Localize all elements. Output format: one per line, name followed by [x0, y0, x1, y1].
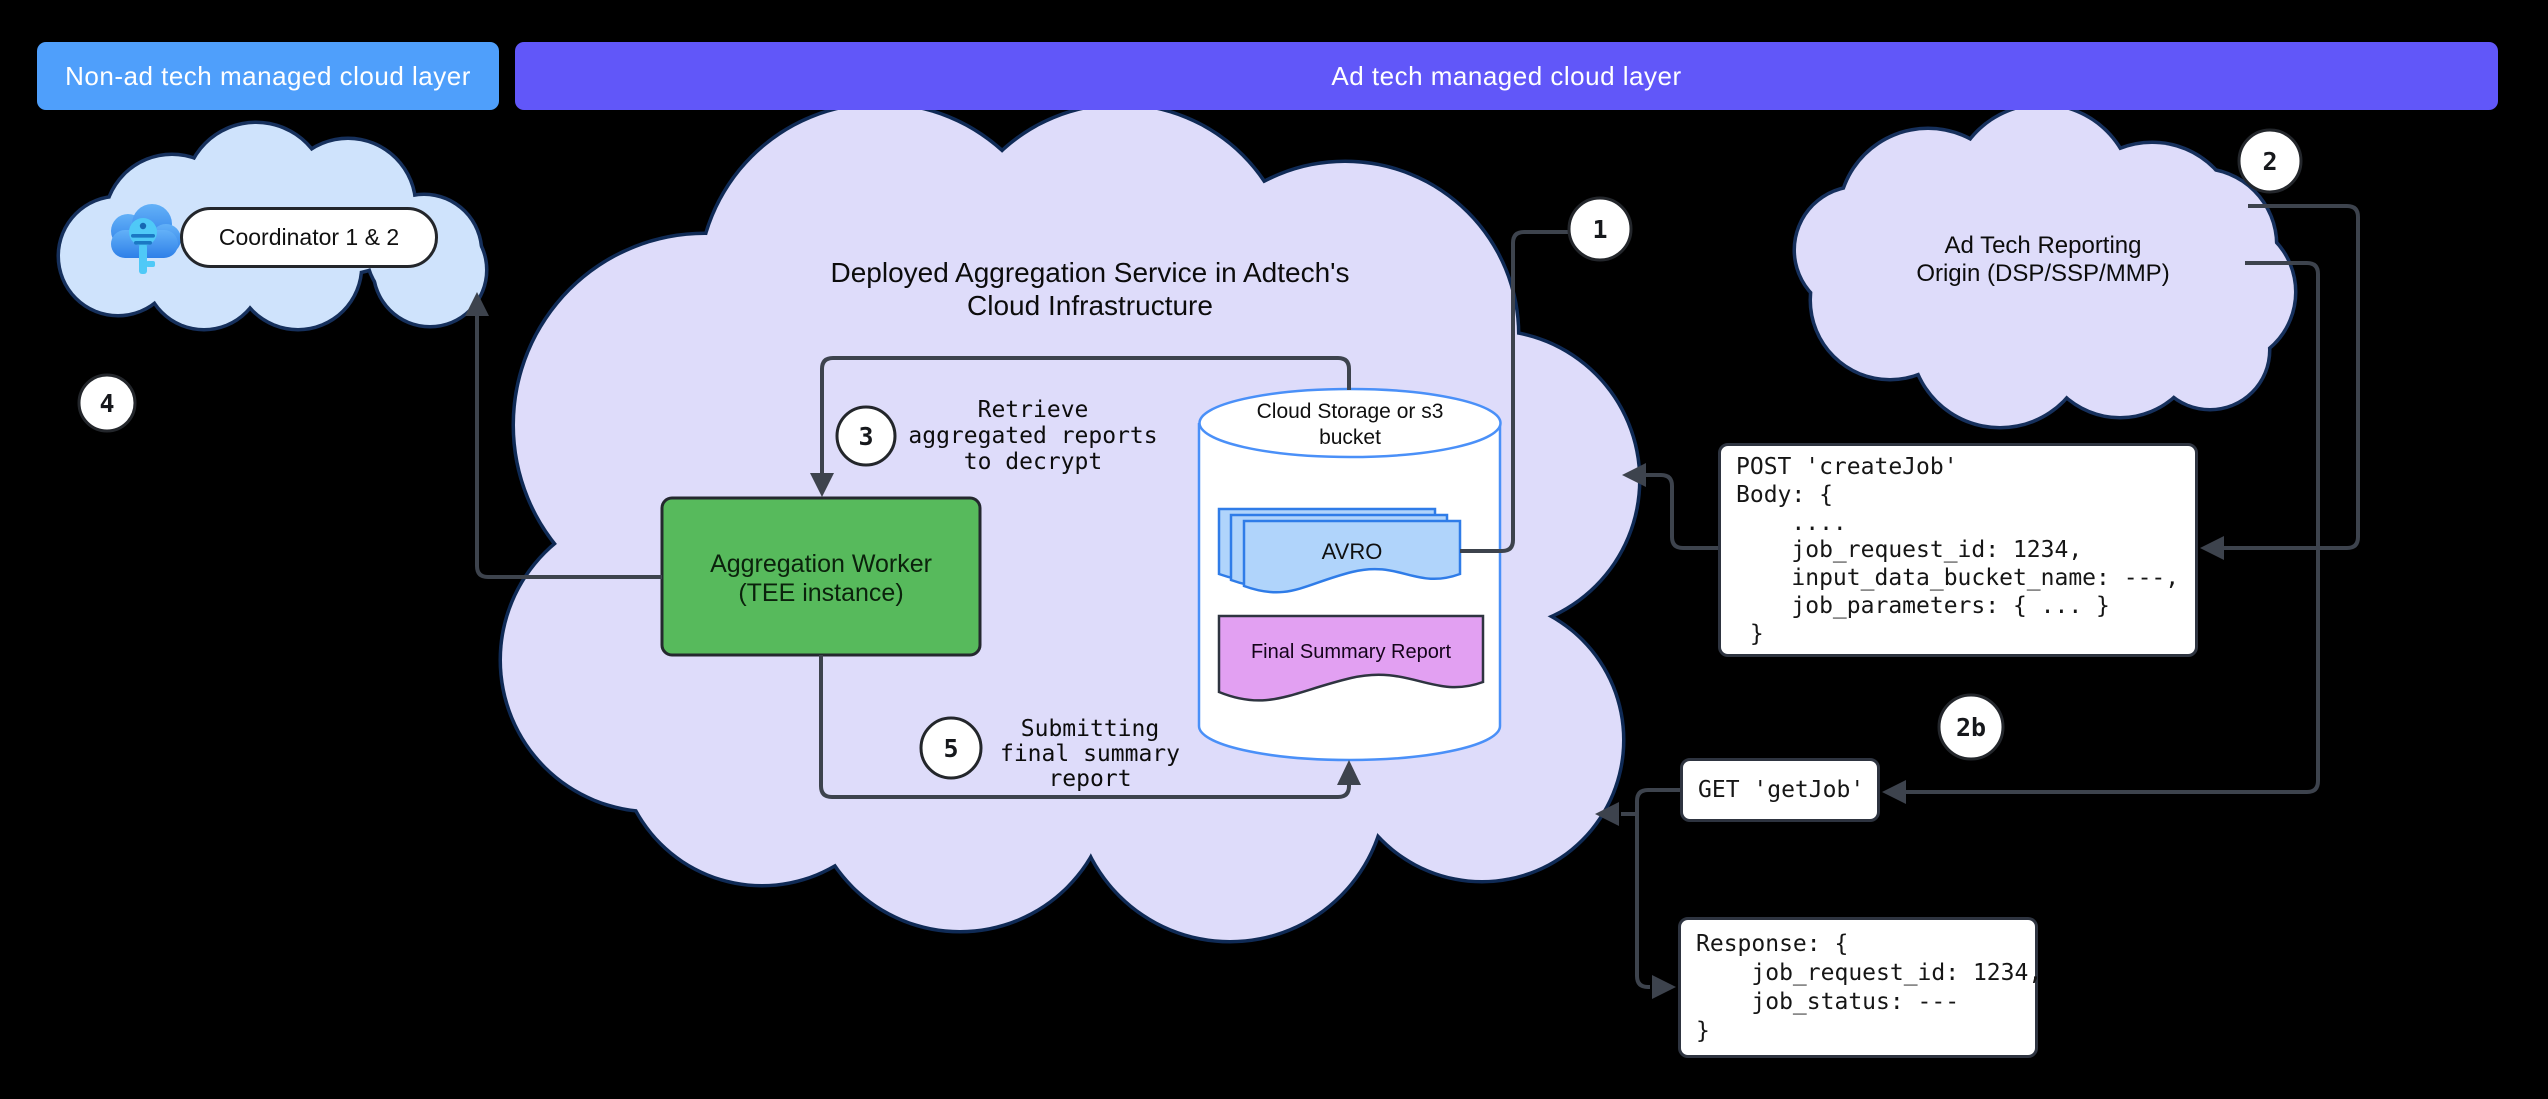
deployed-cloud-title-line2: Cloud Infrastructure — [967, 290, 1213, 321]
deployed-cloud-title-line1: Deployed Aggregation Service in Adtech's — [830, 257, 1350, 288]
response-line4: } — [1696, 1018, 1710, 1044]
cloud-storage-label-line1: Cloud Storage or s3 — [1256, 400, 1444, 423]
createjob-line5: input_data_bucket_name: ---, — [1736, 565, 2180, 592]
createjob-line7: } — [1736, 620, 1764, 647]
getjob-line1: GET 'getJob' — [1698, 777, 1865, 803]
getjob-code-box — [1680, 758, 1880, 822]
step-2-label: 2 — [2262, 147, 2278, 176]
aggregation-worker-line1: Aggregation Worker — [710, 550, 932, 578]
retrieve-line2: aggregated reports — [908, 423, 1158, 449]
connector-createjob-to-cloud — [1646, 475, 1718, 548]
adtech-origin-line2: Origin (DSP/SSP/MMP) — [1916, 260, 2170, 287]
response-line3: job_status: --- — [1696, 989, 1960, 1015]
adtech-origin-line1: Ad Tech Reporting — [1944, 232, 2142, 259]
createjob-line6: job_parameters: { ... } — [1736, 592, 2110, 619]
non-ad-tech-layer-banner — [37, 42, 499, 110]
step-5-label: 5 — [943, 734, 959, 763]
coordinator-label: Coordinator 1 & 2 — [218, 224, 400, 250]
createjob-line2: Body: { — [1736, 481, 1833, 508]
createjob-code-box — [1718, 443, 2198, 657]
non-ad-tech-layer-label: Non-ad tech managed cloud layer — [65, 60, 471, 91]
step-3-label: 3 — [858, 422, 874, 451]
final-summary-report-label: Final Summary Report — [1250, 641, 1452, 663]
ad-tech-layer-label: Ad tech managed cloud layer — [1331, 60, 1682, 91]
createjob-line3: .... — [1736, 509, 1847, 536]
aggregation-worker-label — [662, 550, 980, 608]
createjob-line4: job_request_id: 1234, — [1736, 537, 2083, 564]
aggregation-worker-line2: (TEE instance) — [738, 579, 904, 607]
avro-label: AVRO — [1321, 539, 1383, 564]
retrieve-line1: Retrieve — [977, 397, 1089, 423]
submit-report-annotation — [937, 717, 1243, 792]
cloud-storage-label — [1210, 399, 1490, 451]
submit-line3: report — [1048, 766, 1132, 792]
step-1-label: 1 — [1592, 215, 1608, 244]
step-4-label: 4 — [99, 389, 115, 418]
coordinator-pill — [180, 207, 438, 268]
response-line1: Response: { — [1696, 931, 1849, 957]
submit-line1: Submitting — [1020, 716, 1160, 742]
adtech-origin-label — [1893, 232, 2193, 288]
response-line2: job_request_id: 1234, — [1696, 960, 2043, 986]
step-2b-label: 2b — [1955, 713, 1987, 742]
connector-getjob-to-cloud-and-response — [1637, 790, 1680, 987]
cloud-storage-label-line2: bucket — [1319, 426, 1381, 449]
ad-tech-layer-banner — [515, 42, 2498, 110]
retrieve-line3: to decrypt — [963, 449, 1103, 475]
submit-line2: final summary — [999, 741, 1180, 767]
deployed-cloud-title — [590, 256, 1590, 322]
retrieve-reports-annotation — [880, 397, 1186, 475]
createjob-line1: POST 'createJob' — [1736, 454, 1958, 480]
response-code-box — [1678, 917, 2043, 1058]
